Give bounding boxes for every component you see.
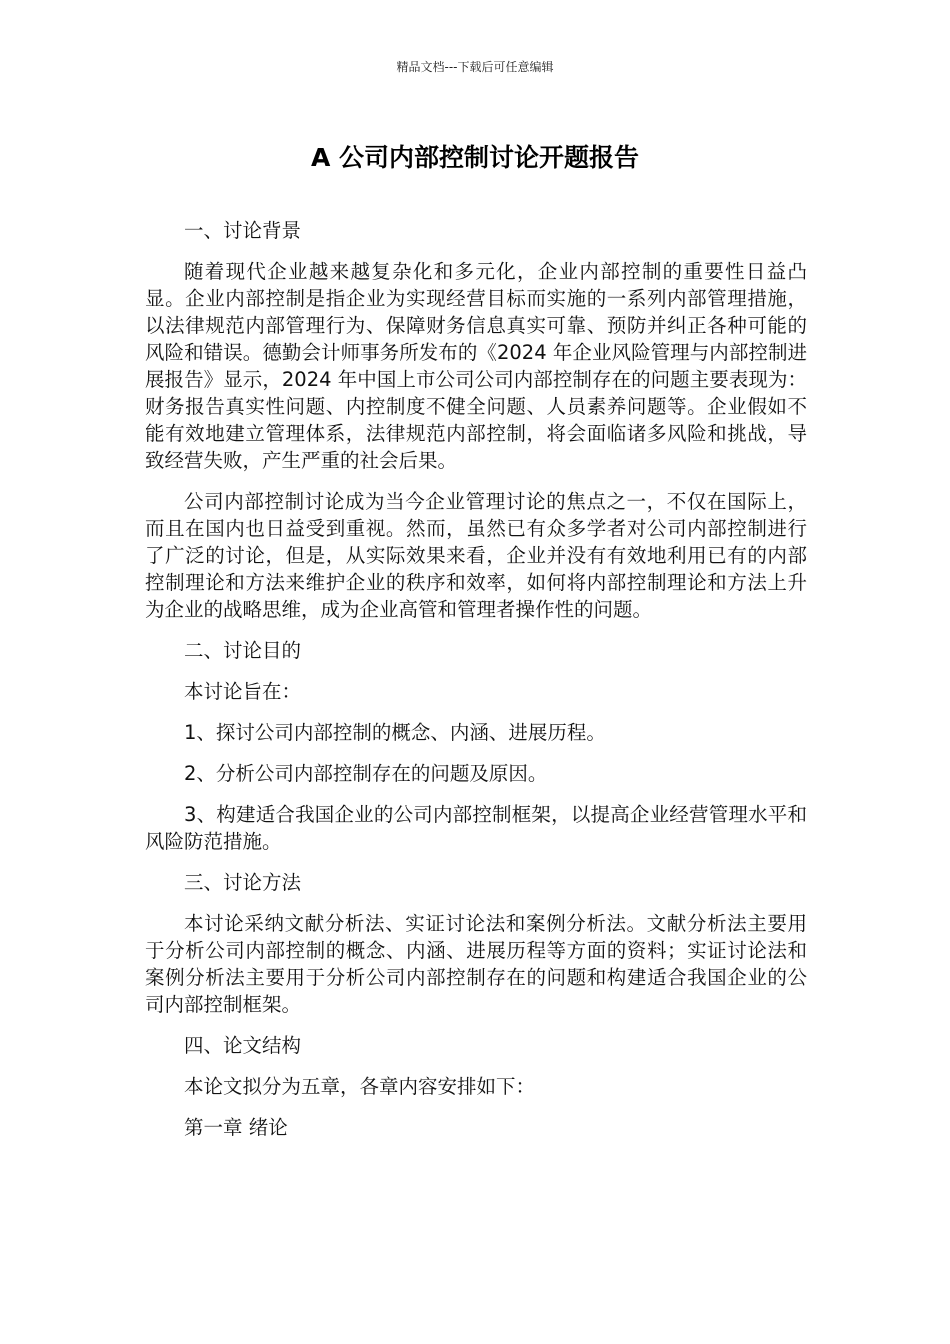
- document-title: A 公司内部控制讨论开题报告: [310, 143, 640, 172]
- paragraph-method: 本讨论采纳文献分析法、实证讨论法和案例分析法。文献分析法主要用于分析公司内部控制的概念、内涵、进展历程等方面的资料；实证讨论法和案例分析法主要用于分析公司内部控制存在的问题和构建适合我国企业的公司内部控制框架。: [145, 912, 807, 1016]
- list-item-purpose-3: 3、构建适合我国企业的公司内部控制框架，以提高企业经营管理水平和风险防范措施。: [145, 803, 807, 853]
- section-heading-purpose: 二、讨论目的: [184, 639, 302, 662]
- section-heading-background: 一、讨论背景: [184, 219, 302, 242]
- list-item-purpose-1: 1、探讨公司内部控制的概念、内涵、进展历程。: [184, 721, 606, 744]
- page-header-note: 精品文档---下载后可任意编辑: [396, 60, 554, 74]
- paragraph-structure-intro: 本论文拟分为五章，各章内容安排如下：: [184, 1075, 536, 1098]
- chapter-one-heading: 第一章 绪论: [184, 1116, 288, 1139]
- list-item-purpose-2: 2、分析公司内部控制存在的问题及原因。: [184, 762, 548, 785]
- paragraph-purpose-intro: 本讨论旨在：: [184, 680, 302, 703]
- section-heading-structure: 四、论文结构: [184, 1034, 302, 1057]
- document-body: [145, 217, 807, 1155]
- paragraph-background-1: 随着现代企业越来越复杂化和多元化，企业内部控制的重要性日益凸显。企业内部控制是指企业为实现经营目标而实施的一系列内部管理措施，以法律规范内部管理行为、保障财务信息真实可靠、预防并纠正各种可能的风险和错误。德勤会计师事务所发布的《2024 年企业风险管理与内部控制进展报告》显示，2024 年中国上市公司公司内部控制存在的问题主要表现为：财务报告真实性问题、内控制度不健全问题、人员素养问题等。企业假如不能有效地建立管理体系，法律规范内部控制，将会面临诸多风险和挑战，导致经营失败，产生严重的社会后果。: [145, 260, 807, 472]
- section-heading-method: 三、讨论方法: [184, 871, 302, 894]
- paragraph-background-2: 公司内部控制讨论成为当今企业管理讨论的焦点之一，不仅在国际上，而且在国内也日益受到重视。然而，虽然已有众多学者对公司内部控制进行了广泛的讨论，但是，从实际效果来看，企业并没有有效地利用已有的内部控制理论和方法来维护企业的秩序和效率，如何将内部控制理论和方法上升为企业的战略思维，成为企业高管和管理者操作性的问题。: [145, 490, 807, 621]
